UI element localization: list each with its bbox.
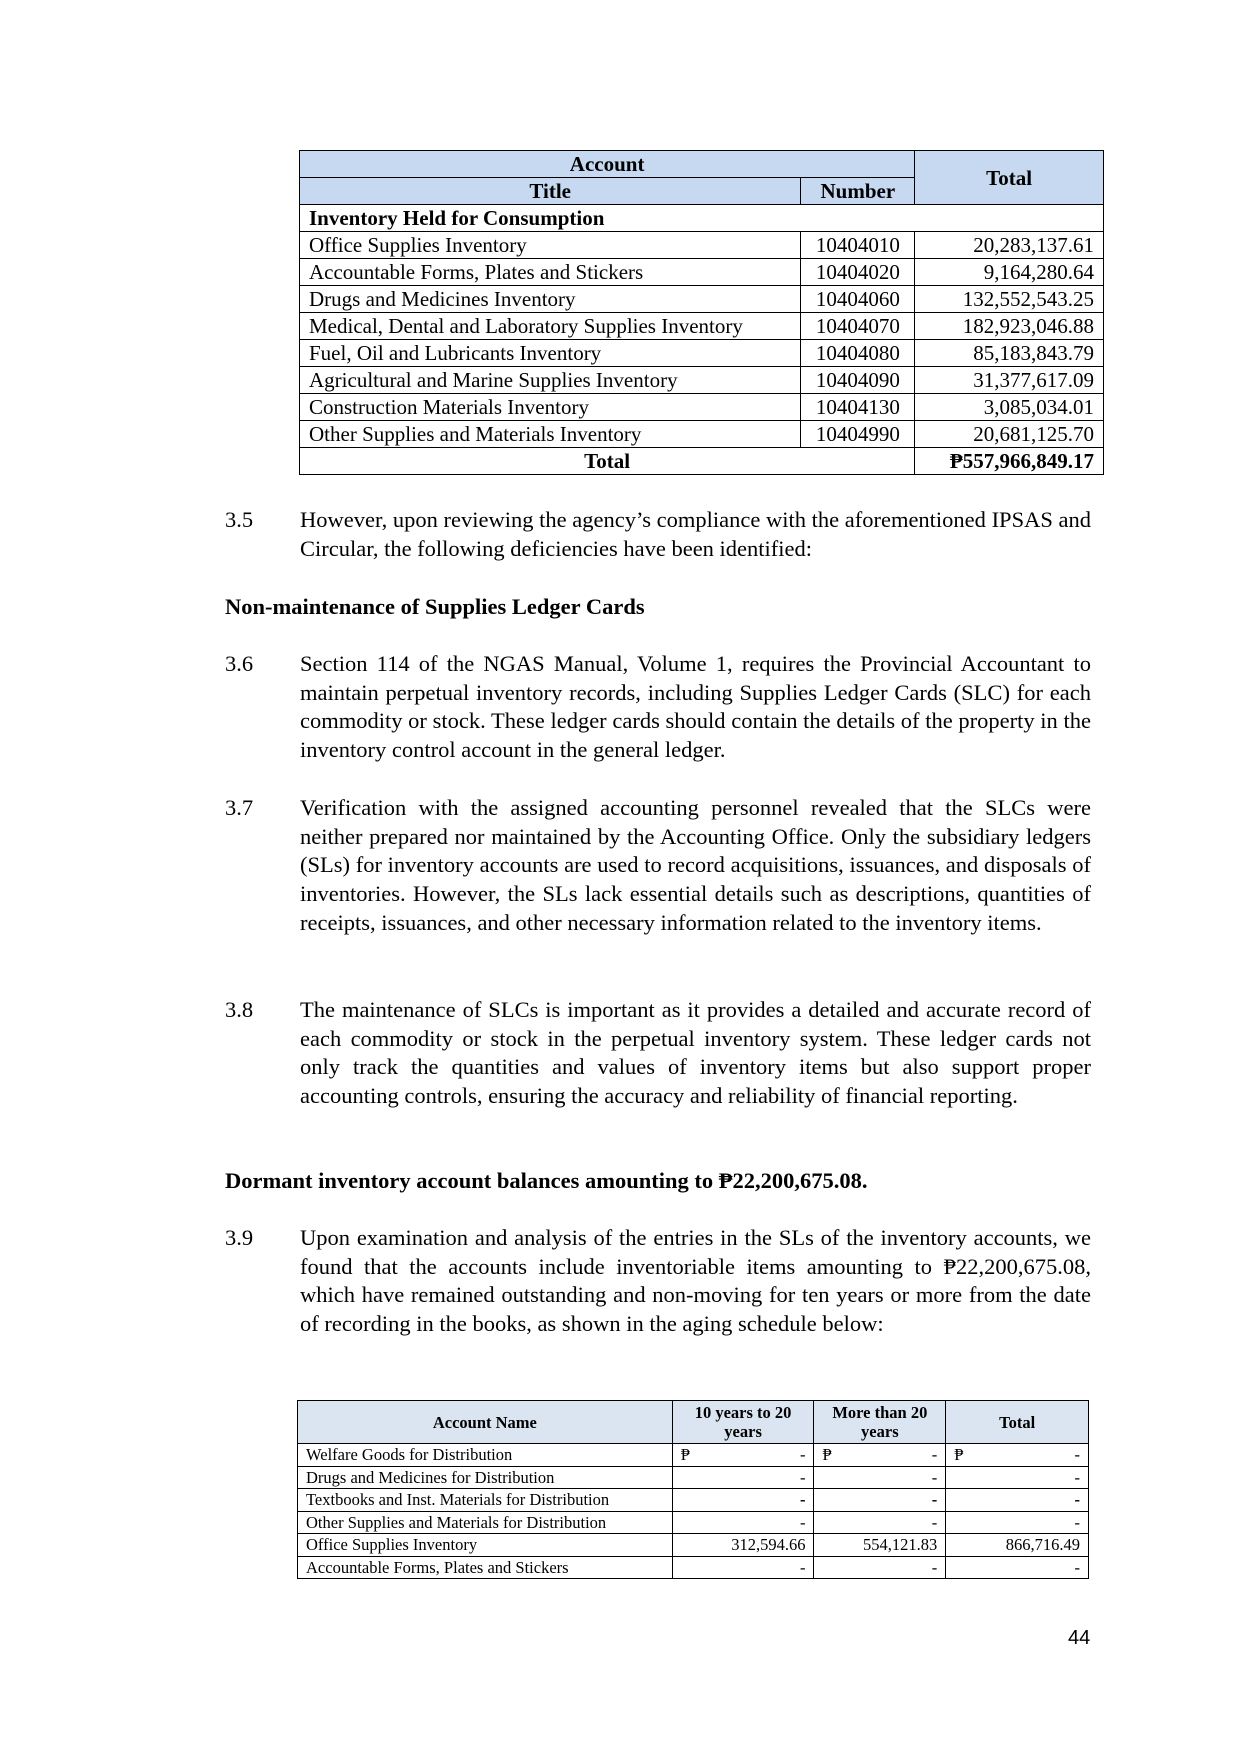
- grand-total: ₱557,966,849.17: [915, 448, 1104, 475]
- table-row: [298, 1466, 1089, 1489]
- paragraph-3-5: [225, 506, 1091, 563]
- row-total: 20,283,137.61: [915, 232, 1104, 259]
- row-c2: -: [814, 1466, 946, 1489]
- inventory-table: [299, 150, 1104, 475]
- section-label: Inventory Held for Consumption: [300, 205, 1104, 232]
- row-c1: -: [672, 1511, 814, 1534]
- paragraph-text: Section 114 of the NGAS Manual, Volume 1, requires the Provincial Accountant to maintain perpetual inventory records, including Supplies Ledger Cards (SLC) for each commodity or stock. These ledger cards should contain the details of the property in the inventory control account in the general ledger.: [300, 651, 1091, 763]
- header-account-name: Account Name: [298, 1401, 673, 1444]
- row-total: -: [946, 1489, 1089, 1512]
- row-number: 10404060: [801, 286, 915, 313]
- header-10-to-20-years: 10 years to 20 years: [672, 1401, 814, 1444]
- paragraph-number: 3.6: [225, 651, 254, 676]
- currency-symbol: ₱: [680, 1445, 690, 1464]
- table-row: [298, 1444, 1089, 1467]
- row-title: Medical, Dental and Laboratory Supplies Inventory: [300, 313, 801, 340]
- header-account: Account: [300, 151, 915, 178]
- table-row: [300, 286, 1104, 313]
- paragraph-text: The maintenance of SLCs is important as it provides a detailed and accurate record of each commodity or stock in the perpetual inventory system. These ledger cards not only track the quantities and values of inventory items but also support proper accounting controls, ensuring the accuracy and reliability of financial reporting.: [300, 997, 1091, 1109]
- row-c1: 312,594.66: [672, 1534, 814, 1557]
- paragraph-number: 3.9: [225, 1225, 254, 1250]
- row-name: Welfare Goods for Distribution: [298, 1444, 673, 1467]
- row-name: Accountable Forms, Plates and Stickers: [298, 1556, 673, 1579]
- row-total: 85,183,843.79: [915, 340, 1104, 367]
- row-total: 9,164,280.64: [915, 259, 1104, 286]
- table-row: [300, 313, 1104, 340]
- row-total: -: [946, 1466, 1089, 1489]
- table-row: [298, 1489, 1089, 1512]
- currency-symbol: ₱: [954, 1445, 964, 1464]
- row-name: Drugs and Medicines for Distribution: [298, 1466, 673, 1489]
- total-label: Total: [300, 448, 915, 475]
- paragraph-text: However, upon reviewing the agency’s compliance with the aforementioned IPSAS and Circular, the following deficiencies have been identified:: [300, 507, 1091, 561]
- table-row: [300, 340, 1104, 367]
- paragraph-number: 3.8: [225, 997, 254, 1022]
- row-total: 31,377,617.09: [915, 367, 1104, 394]
- header-total: Total: [946, 1401, 1089, 1444]
- header-more-than-20-years: More than 20 years: [814, 1401, 946, 1444]
- paragraph-text: Verification with the assigned accounting personnel revealed that the SLCs were neither prepared nor maintained by the Accounting Office. Only the subsidiary ledgers (SLs) for inventory accounts are used to record acquisitions, issuances, and disposals of inventories. However, the SLs lack essential details such as descriptions, quantities of receipts, issuances, and other necessary information related to the inventory items.: [300, 795, 1091, 935]
- row-number: 10404010: [801, 232, 915, 259]
- paragraph-3-7: [225, 794, 1091, 938]
- row-name: Textbooks and Inst. Materials for Distribution: [298, 1489, 673, 1512]
- row-title: Construction Materials Inventory: [300, 394, 801, 421]
- row-title: Accountable Forms, Plates and Stickers: [300, 259, 801, 286]
- table-row: [300, 367, 1104, 394]
- cell-value: -: [931, 1445, 938, 1464]
- row-c2: -: [814, 1511, 946, 1534]
- cell-value: -: [1074, 1445, 1080, 1464]
- section-heading-slc: Non-maintenance of Supplies Ledger Cards: [225, 594, 645, 619]
- row-total: -: [946, 1556, 1089, 1579]
- header-number: Number: [801, 178, 915, 205]
- section-heading-dormant: Dormant inventory account balances amounting to ₱22,200,675.08.: [225, 1168, 868, 1193]
- row-title: Other Supplies and Materials Inventory: [300, 421, 801, 448]
- total-row: [300, 448, 1104, 475]
- aging-schedule-table: [297, 1400, 1089, 1579]
- row-c2: [814, 1444, 946, 1467]
- paragraph-3-8: [225, 996, 1091, 1111]
- row-total: 866,716.49: [946, 1534, 1089, 1557]
- row-name: Other Supplies and Materials for Distribution: [298, 1511, 673, 1534]
- table-row: [300, 232, 1104, 259]
- row-title: Office Supplies Inventory: [300, 232, 801, 259]
- cell-value: -: [799, 1445, 806, 1464]
- row-total: 3,085,034.01: [915, 394, 1104, 421]
- paragraph-number: 3.5: [225, 507, 254, 532]
- row-title: Agricultural and Marine Supplies Inventory: [300, 367, 801, 394]
- table-row: [300, 259, 1104, 286]
- row-total: 182,923,046.88: [915, 313, 1104, 340]
- row-total: -: [946, 1511, 1089, 1534]
- paragraph-3-9: [225, 1224, 1091, 1339]
- row-number: 10404070: [801, 313, 915, 340]
- row-c1: -: [672, 1489, 814, 1512]
- paragraph-text: Upon examination and analysis of the entries in the SLs of the inventory accounts, we found that the accounts include inventoriable items amounting to ₱22,200,675.08, which have remained outstanding and non-moving for ten years or more from the date of recording in the books, as shown in the aging schedule below:: [300, 1225, 1091, 1337]
- row-number: 10404130: [801, 394, 915, 421]
- row-total: 20,681,125.70: [915, 421, 1104, 448]
- row-number: 10404020: [801, 259, 915, 286]
- row-number: 10404080: [801, 340, 915, 367]
- row-total: 132,552,543.25: [915, 286, 1104, 313]
- header-title: Title: [300, 178, 801, 205]
- table-row: [300, 394, 1104, 421]
- table-row: [300, 421, 1104, 448]
- paragraph-3-6: [225, 650, 1091, 765]
- row-c2: -: [814, 1556, 946, 1579]
- row-name: Office Supplies Inventory: [298, 1534, 673, 1557]
- row-c1: [672, 1444, 814, 1467]
- table-row: [298, 1534, 1089, 1557]
- row-title: Fuel, Oil and Lubricants Inventory: [300, 340, 801, 367]
- table-row: [298, 1556, 1089, 1579]
- row-number: 10404090: [801, 367, 915, 394]
- row-title: Drugs and Medicines Inventory: [300, 286, 801, 313]
- table-row: [298, 1511, 1089, 1534]
- currency-symbol: ₱: [822, 1445, 832, 1464]
- row-total: [946, 1444, 1089, 1467]
- row-c2: 554,121.83: [814, 1534, 946, 1557]
- row-c2: -: [814, 1489, 946, 1512]
- row-c1: -: [672, 1556, 814, 1579]
- header-total: Total: [915, 151, 1104, 205]
- row-c1: -: [672, 1466, 814, 1489]
- paragraph-number: 3.7: [225, 795, 254, 820]
- page-number: 44: [1068, 1627, 1091, 1649]
- row-number: 10404990: [801, 421, 915, 448]
